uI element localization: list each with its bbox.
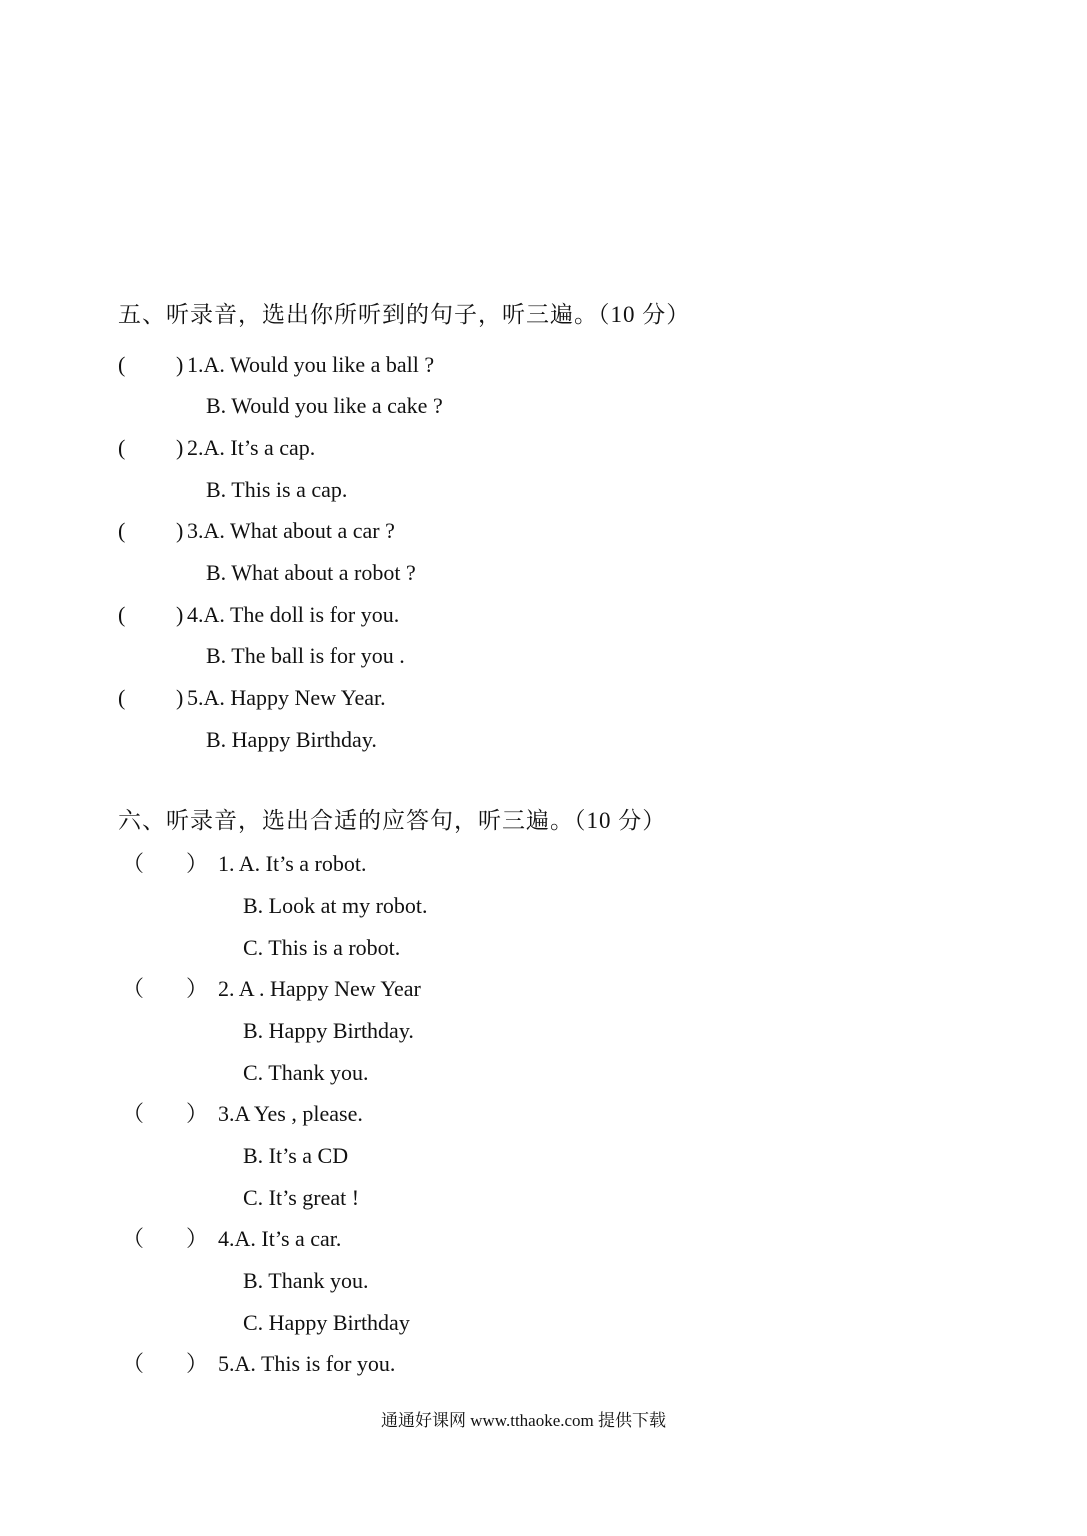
answer-bracket-close: ） (186, 1226, 209, 1251)
answer-bracket-open: ( (118, 685, 126, 710)
s5-q5-option-b: B. Happy Birthday. (206, 727, 377, 752)
answer-bracket-open: （ (122, 976, 145, 1001)
s6-q3-option-b: B. It’s a CD (243, 1143, 349, 1168)
answer-bracket-open: （ (122, 1101, 145, 1126)
s5-q1-option-a: 1.A. Would you like a ball ? (187, 352, 435, 377)
s6-q4-option-a: 4.A. It’s a car. (218, 1226, 342, 1251)
answer-bracket-close: ） (186, 1101, 209, 1126)
answer-bracket-close: ） (186, 1351, 209, 1376)
answer-bracket-open: ( (118, 518, 126, 543)
s6-q4-option-b: B. Thank you. (243, 1268, 369, 1293)
s5-q1-option-b: B. Would you like a cake ? (206, 393, 443, 418)
answer-bracket-open: ( (118, 435, 126, 460)
answer-bracket-close: ） (186, 976, 209, 1001)
s6-q1-option-c: C. This is a robot. (243, 935, 401, 960)
s5-q3-option-b: B. What about a robot ? (206, 560, 416, 585)
page-footer: 通通好课网 www.tthaoke.com 提供下载 (381, 1411, 667, 1430)
answer-bracket-open: ( (118, 352, 126, 377)
answer-bracket-open: （ (122, 851, 145, 876)
s5-q3-option-a: 3.A. What about a car ? (187, 518, 395, 543)
answer-bracket-close: ) (176, 435, 184, 460)
s6-q4-option-c: C. Happy Birthday (243, 1310, 410, 1335)
section-5-heading: 五、听录音，选出你所听到的句子，听三遍。（10 分） (118, 302, 691, 327)
s5-q4-option-b: B. The ball is for you . (206, 643, 405, 668)
s6-q5-option-a: 5.A. This is for you. (218, 1351, 396, 1376)
answer-bracket-open: （ (122, 1351, 145, 1376)
section-6-heading: 六、听录音，选出合适的应答句，听三遍。（10 分） (118, 808, 667, 833)
answer-bracket-close: ） (186, 851, 209, 876)
s6-q1-option-a: 1. A. It’s a robot. (218, 851, 367, 876)
s5-q2-option-b: B. This is a cap. (206, 477, 348, 502)
s5-q5-option-a: 5.A. Happy New Year. (187, 685, 386, 710)
answer-bracket-close: ) (176, 352, 184, 377)
s5-q2-option-a: 2.A. It’s a cap. (187, 435, 316, 460)
answer-bracket-close: ) (176, 602, 184, 627)
answer-bracket-close: ) (176, 518, 184, 543)
answer-bracket-open: （ (122, 1226, 145, 1251)
s6-q1-option-b: B. Look at my robot. (243, 893, 428, 918)
answer-bracket-open: ( (118, 602, 126, 627)
s6-q2-option-b: B. Happy Birthday. (243, 1018, 414, 1043)
s6-q3-option-a: 3.A Yes , please. (218, 1101, 363, 1126)
answer-bracket-close: ) (176, 685, 184, 710)
s5-q4-option-a: 4.A. The doll is for you. (187, 602, 400, 627)
s6-q2-option-c: C. Thank you. (243, 1060, 369, 1085)
s6-q3-option-c: C. It’s great ! (243, 1185, 360, 1210)
s6-q2-option-a: 2. A . Happy New Year (218, 976, 421, 1001)
